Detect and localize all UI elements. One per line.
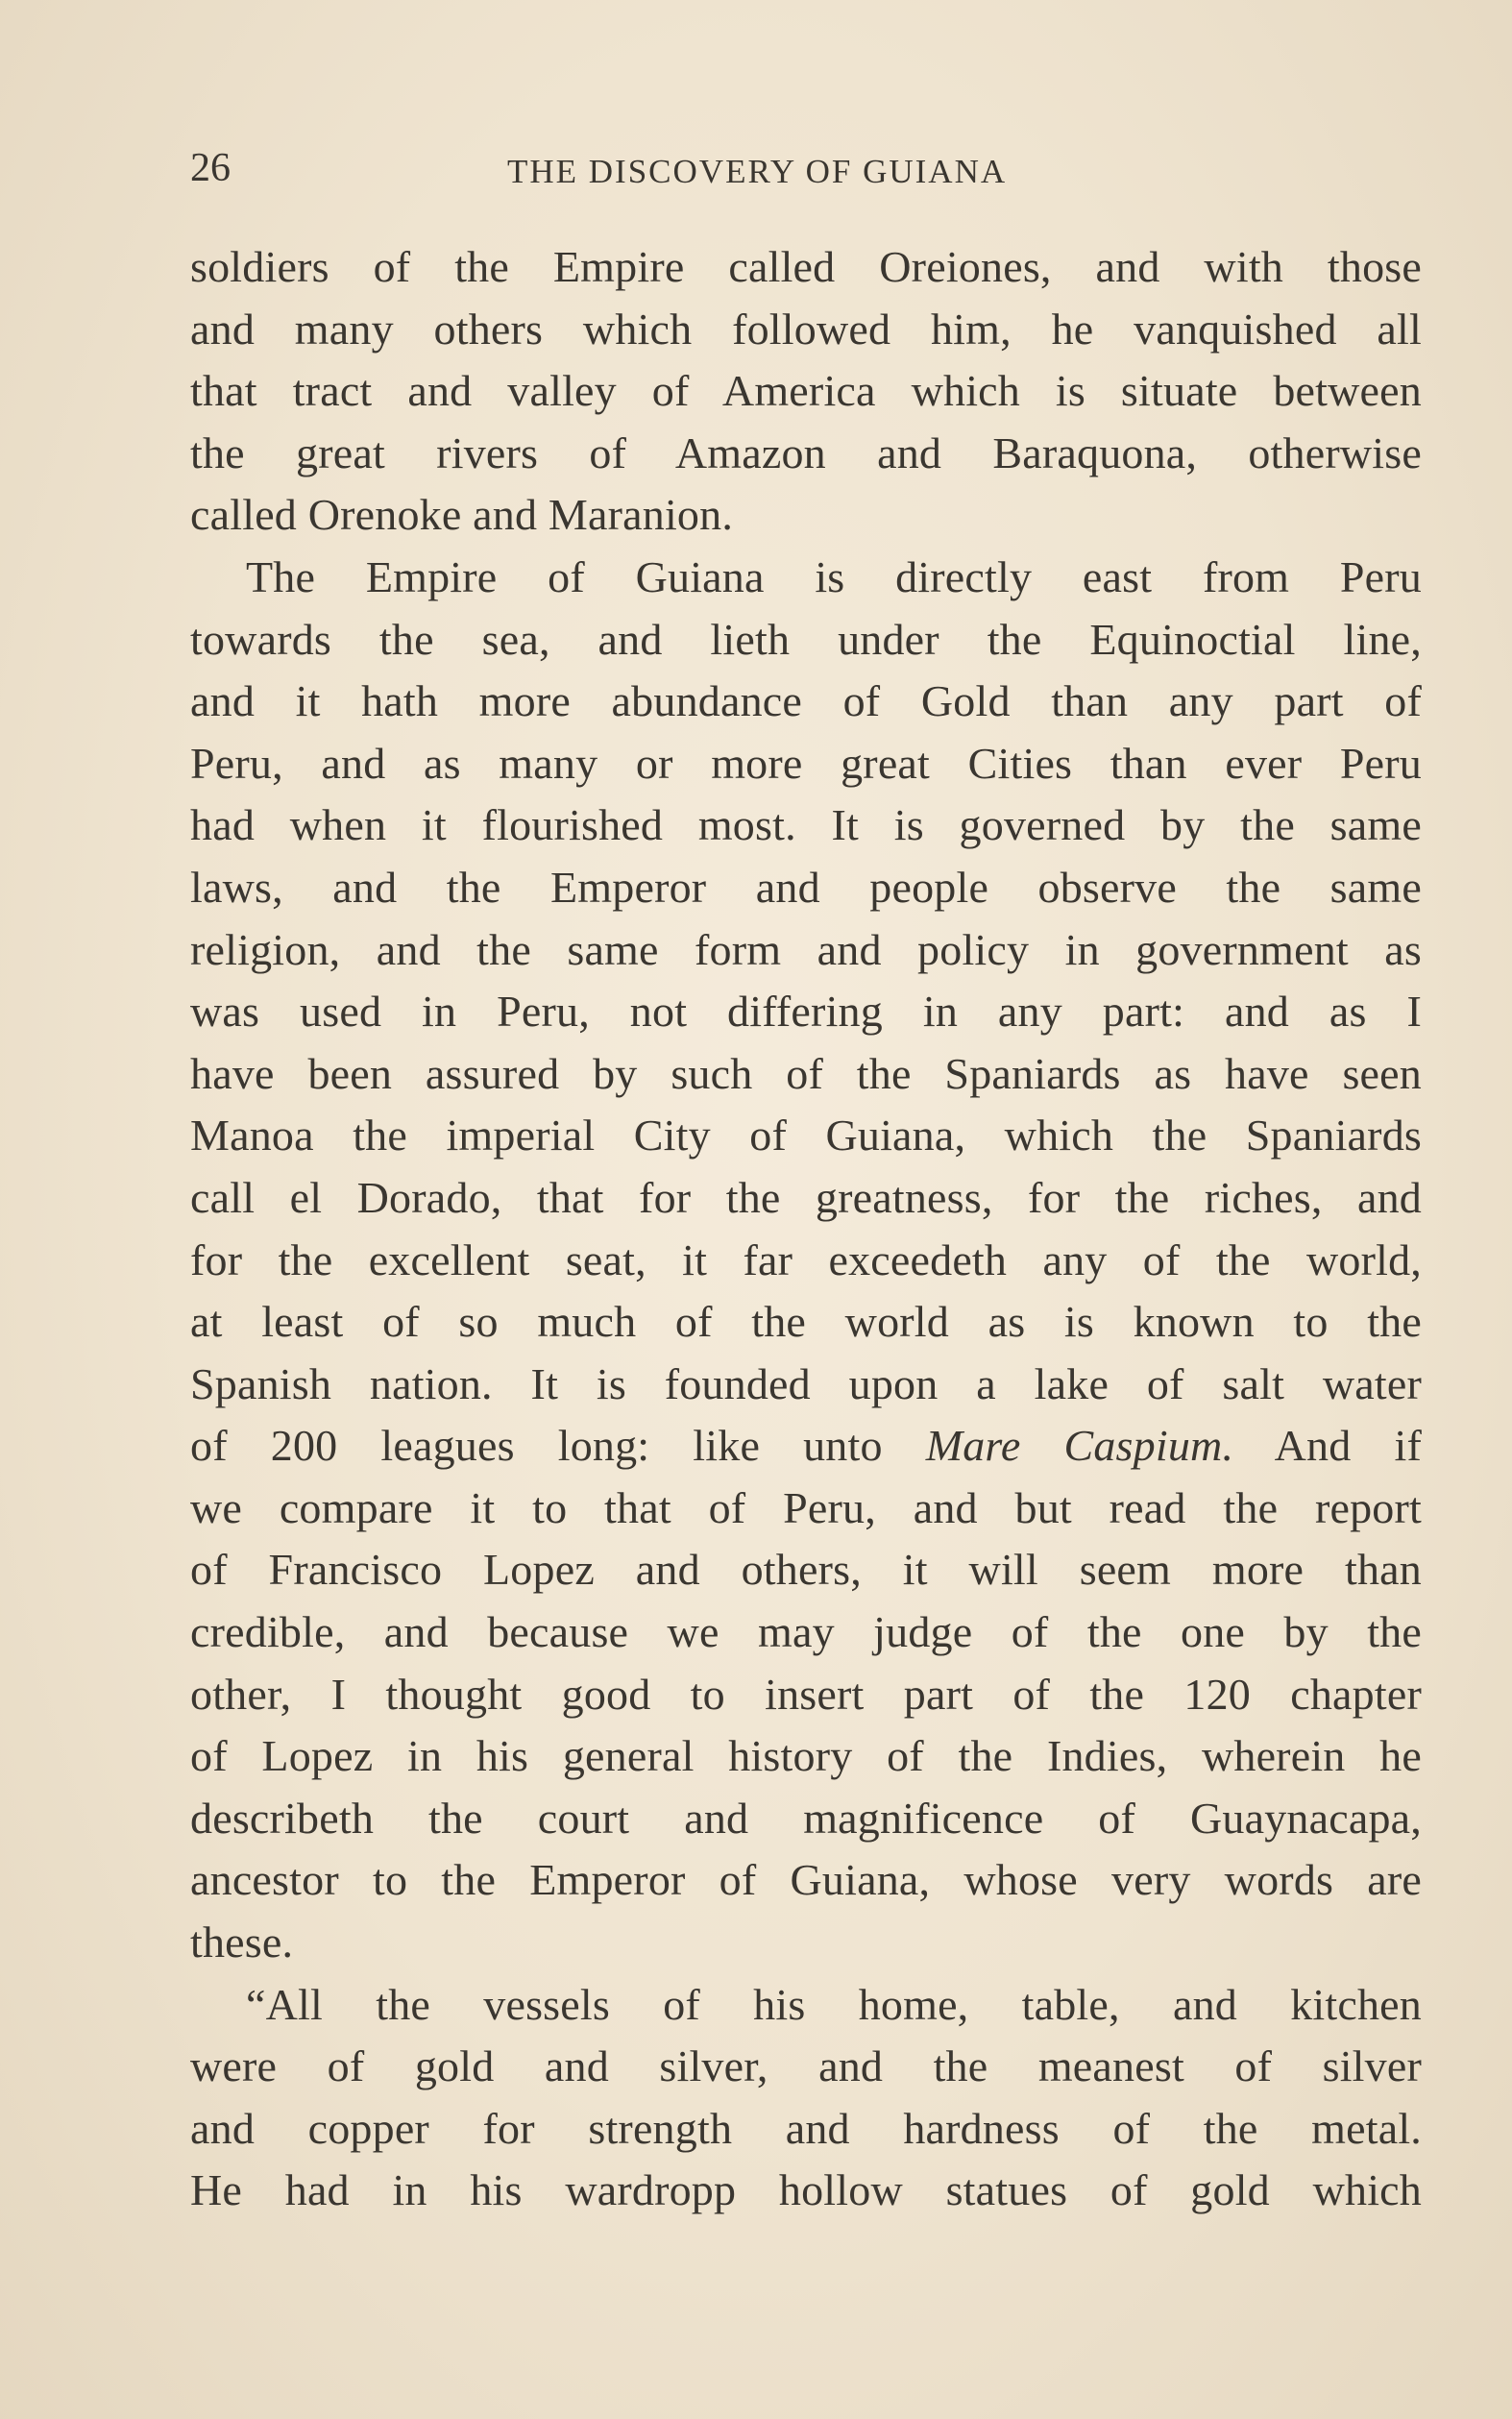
text-line: other, I thought good to insert part of the 120 chapter — [190, 1669, 1422, 1719]
body-text — [190, 236, 1422, 2222]
text-line: laws, and the Emperor and people observe the same — [190, 862, 1422, 912]
text-line: religion, and the same form and policy in government as — [190, 924, 1422, 974]
text-line: was used in Peru, not differing in any part: and as I — [190, 987, 1422, 1037]
text-line: Spanish nation. It is founded upon a lake of salt water — [190, 1358, 1422, 1408]
text-segment: And if — [1233, 1421, 1422, 1471]
text-line: Peru, and as many or more great Cities than ever Peru — [190, 738, 1422, 788]
text-line: for the excellent seat, it far exceedeth any of the world, — [190, 1234, 1422, 1284]
text-line: were of gold and silver, and the meanest of silver — [190, 2041, 1422, 2091]
running-head: THE DISCOVERY OF GUIANA — [507, 153, 1008, 190]
page-header — [190, 144, 1422, 192]
text-line: call el Dorado, that for the greatness, for the riches, and — [190, 1172, 1422, 1222]
text-line: and many others which followed him, he vanquished all — [190, 304, 1422, 354]
text-line: and copper for strength and hardness of the metal. — [190, 2103, 1422, 2153]
text-line: The Empire of Guiana is directly east from Peru — [246, 551, 1422, 601]
text-line: soldiers of the Empire called Oreiones, and with those — [190, 242, 1422, 291]
text-line: ancestor to the Emperor of Guiana, whose very words are — [190, 1855, 1422, 1905]
text-line: credible, and because we may judge of the one by the — [190, 1607, 1422, 1657]
text-segment: of 200 leagues long: like unto — [190, 1421, 926, 1471]
text-line: and it hath more abundance of Gold than any part of — [190, 676, 1422, 726]
text-line: these. — [190, 1918, 294, 1967]
text-line: “All the vessels of his home, table, and kitchen — [246, 1979, 1422, 2029]
text-line: we compare it to that of Peru, and but read the report — [190, 1482, 1422, 1532]
text-line — [190, 1415, 1422, 1478]
text-line: that tract and valley of America which is situate between — [190, 366, 1422, 416]
page-number: 26 — [190, 146, 231, 190]
text-line: have been assured by such of the Spaniards as have seen — [190, 1048, 1422, 1098]
text-line: describeth the court and magnificence of Guaynacapa, — [190, 1793, 1422, 1843]
text-line: of Lopez in his general history of the Indies, wherein he — [190, 1731, 1422, 1781]
text-line: towards the sea, and lieth under the Equinoctial line, — [190, 614, 1422, 664]
text-line: He had in his wardropp hollow statues of gold which — [190, 2165, 1422, 2215]
text-line: the great rivers of Amazon and Baraquona, otherwise — [190, 428, 1422, 477]
text-line: Manoa the imperial City of Guiana, which the Spaniards — [190, 1111, 1422, 1161]
text-line: of Francisco Lopez and others, it will seem more than — [190, 1545, 1422, 1595]
text-line: called Orenoke and Maranion. — [190, 490, 734, 540]
text-line: had when it flourished most. It is governed by the same — [190, 800, 1422, 850]
italic-text: Mare Caspium. — [925, 1421, 1234, 1471]
text-line: at least of so much of the world as is known to the — [190, 1297, 1422, 1347]
